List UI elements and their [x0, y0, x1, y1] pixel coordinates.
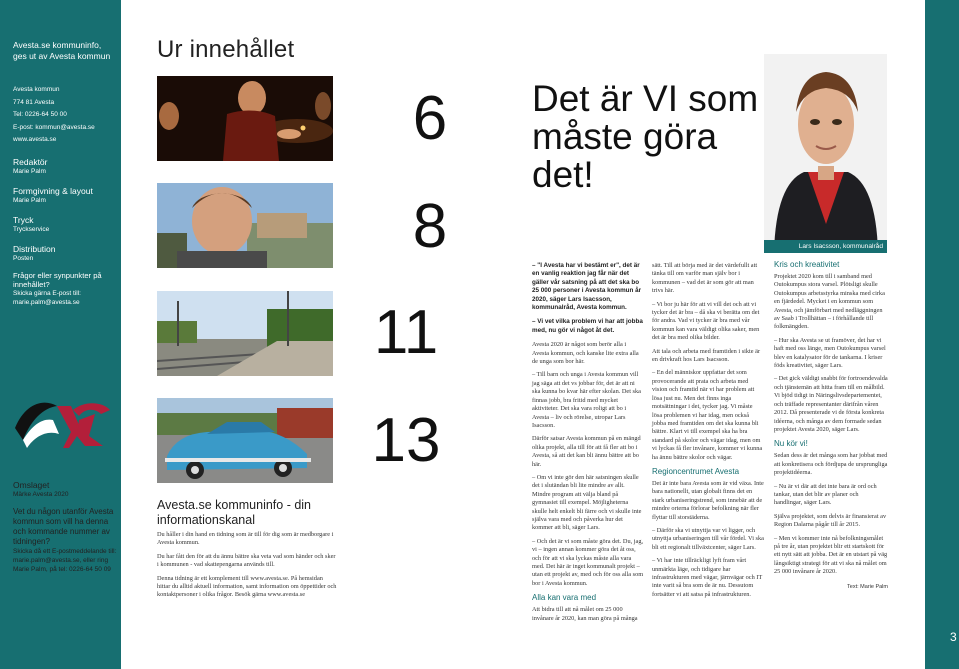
address-line: 774 81 Avesta	[13, 98, 55, 106]
caption-paragraph: Denna tidning är ett komplement till www.avesta.se. På hemsidan hittar du alltid aktuell information, samt information om öppettider och kontaktpersoner i olika frågor. Besök gärna www.avesta.se	[157, 574, 337, 599]
article-lead: – "I Avesta har vi bestämt er", det är en vanlig reaktion jag får när det gäller vår satsning på att det ska bo 25 000 personer i Avesta kommun år 2020, säger Lars Isacsson, kommunalråd, Avesta kommun.	[532, 262, 642, 312]
feedback-question: Frågor eller synpunkter på innehållet?	[13, 270, 102, 289]
article-paragraph: – Därför ska vi utnyttja var vi ligger, och utnyttja urbaniseringen till vår fördel. Vi ska bli ett regionalt tillväxtcenter, säger Lars.	[652, 526, 764, 551]
article-paragraph: – Vi bor ju här för att vi vill det och att vi tycker det är bra – då ska vi berätta om det för andra. Vad vi tycker är bra med vår kommun kan vara väldigt olika saker, men det är bra med olika bilder.	[652, 300, 760, 342]
cover-info	[13, 480, 117, 574]
article-column-1	[532, 262, 644, 628]
article-paragraph: – Om vi inte gör den här satsningen skulle det i slutändan bli lite mindre av allt. Mindre program att välja bland på gymnasiet till exempel. Möjligheterna skulle helt enkelt bli färre och vi skulle inte själva vara med och påverka hur det kommer att bli, säger Lars.	[532, 473, 642, 532]
address-line: Avesta kommun	[13, 86, 60, 93]
article-paragraph: Det är inte bara Avesta som är vid växa. Inte bara nationellt, utan globalt finns det en stark urbaniseringstrend, som innebär att de mindre orterna förlorar befolkning när fler flyttar till storstäderna.	[652, 479, 764, 521]
article-paragraph: – Vi har inte tillräckligt lyft fram vårt unmärkta läge, och tidigare har infrastrukturen med vägar, järnvägar och IT inte varit så bra som de är nu. Dessutom fortsätter vi att satsa på infrastrukturen.	[652, 557, 763, 598]
article-paragraph: – Det gick väldigt snabbt för fortroendevalda och tjänstemän att hitta fram till en målbild. Vi bjöd tidigt in Näringslivsdepartementet, och träffade representanter därifrån våren 2012. Då presenterade vi de första konkreta idéerna, och många av dem formade sedan projektet Avesta 2020, säger Lars.	[774, 375, 888, 433]
article-paragraph: – Till barn och unga i Avesta kommun vill jag säga att det vs jobbar för, det är att ni ska kunna bo kvar här efter skolan. Det ska finnas jobb, bra fritid med mycket aktiviteter. Det ska vara roligt att bo i Avesta – liv och rörelse, utropar Lars Isacsson.	[532, 371, 641, 429]
article-paragraph: Projektet 2020 kom till i samband med Outokumpus stora varsel. Plötsligt skulle Outokumpus arbetsstyrka minska med cirka en fjärdedel. Mycket i en kommun som Avesta, och jämförbart med nedläggningen av Saab i Trollhättan – i förhållande till folkmängden.	[774, 273, 885, 331]
article-headline: Det är VI som måste göra det!	[532, 78, 759, 195]
photo-candle-people	[157, 76, 333, 161]
article-subheading: Kris och kreativitet	[774, 260, 840, 269]
photo-classic-car	[157, 398, 333, 483]
feedback-answer: Skicka gärna E-post till: marie.palm@avesta.se	[13, 289, 81, 306]
cover-value: Märke Avesta 2020	[13, 491, 69, 498]
article-column-2	[652, 262, 764, 604]
caption-body	[157, 531, 337, 605]
portrait-lars-isacsson	[764, 54, 887, 252]
email-line: E-post: kommun@avesta.se	[13, 123, 95, 131]
credit-heading-distribution: Distribution	[13, 243, 56, 254]
article-subheading: Nu kör vi!	[774, 439, 808, 449]
article-paragraph: – Och det är vi som måste göra det. Du, jag, vi – ingen annan kommer göra det åt oss, och för att vi ska lyckas måste alla vara med. Det här är inget kommunalt projekt – utan ett projekt av, med och för oss alla som bor i Avesta kommun.	[532, 537, 644, 587]
article-subheading: Regioncentrumet Avesta	[652, 466, 740, 476]
article-paragraph: Sedan dess är det många som har jobbat med att konkretisera och fördjupa de ursprungliga projektidéerna.	[774, 452, 888, 477]
credit-value-layout: Marie Palm	[13, 196, 46, 204]
article-paragraph: – Men vi kommer inte nå befolkningsmålet på tre år, utan projektet blir ett startskott för ett nytt sätt att jobba. Det är en utstart på väg långsiktigt strategi för att vi ska nå målet om 25 000 invånare år 2020.	[774, 534, 888, 576]
website-line: www.avesta.se	[13, 136, 57, 143]
article-lead-quote: – Vi vet vilka problem vi har att jobba med, nu gör vi något åt det.	[532, 318, 643, 334]
avesta-2020-logo	[13, 400, 111, 450]
article-paragraph: Att bidra till att nå målet om 25 000 invånare år 2020, kan man göra på många	[532, 606, 638, 622]
subscribe-question: Vet du någon utanför Avesta kommun som vill ha denna och kommande nummer av tidningen?	[13, 507, 114, 546]
portrait-caption: Lars Isacsson, kommunalråd	[764, 240, 887, 253]
subscribe-answer: Skicka då ett E-postmeddelande till: marie.palm@avesta.se, eller ring Marie Palm, på tel: 0226-64 50 09	[13, 548, 117, 573]
page-ref-number: 6	[412, 84, 448, 153]
article-paragraph: Att tala och arbeta med framtiden i sikte är en drivkraft hos Lars Isacsson.	[652, 347, 761, 364]
article-paragraph: Därför satsar Avesta kommun på en mängd olika projekt, alla till för att få fler att bo i Avesta, så att det kan bli ännu bättre att bo här.	[532, 435, 641, 468]
article-paragraph: – En del människor uppfattar det som provocerande att prata och arbeta med vision och framtid när vi har problem att lösa just nu. Men det finns inga motsättningar i det, tycker jag. Vi måste lösa problemen vi har idag, men också jobba med framtiden om det ska kunna bli bättre. Klart vi till exempel ska ha bra standard på skolor och vägar idag, men om vi lyckas få fler invånare, kommer vi kunna ha ännu bättre skolor och vägar.	[652, 369, 763, 461]
contents-title: Ur innehållet	[157, 36, 295, 63]
photo-railway-station	[157, 291, 333, 376]
page-ref-number: 13	[371, 406, 441, 475]
publication-tagline: Avesta.se kommuninfo, ges ut av Avesta kommun	[13, 40, 111, 61]
credit-value-editor: Marie Palm	[13, 167, 46, 175]
page-ref-number: 8	[412, 192, 448, 261]
article-paragraph: Avesta 2020 är något som berör alla i Avesta kommun, och kanske lite extra alla de unga som bor här.	[532, 341, 639, 366]
address-block	[13, 84, 113, 147]
article-byline: Text: Marie Palm	[847, 583, 888, 590]
cover-heading: Omslaget	[13, 480, 50, 490]
caption-paragraph: Du håller i din hand en tidning som är till för dig som är medborgare i Avesta kommun.	[157, 531, 334, 547]
page-number: 3	[950, 630, 957, 644]
phone-line: Tel: 0226-64 50 00	[13, 111, 67, 118]
article-column-3	[774, 260, 888, 596]
credit-value-distribution: Posten	[13, 254, 34, 262]
caption-heading: Avesta.se kommuninfo - din informationskanal	[157, 498, 312, 527]
credit-value-print: Tryckservice	[13, 225, 50, 233]
credit-heading-editor: Redaktör	[13, 156, 48, 167]
photo-young-man	[157, 183, 333, 268]
caption-paragraph: Du har fått den för att du ännu bättre ska veta vad som händer och sker i kommunen - vad skattepengarna används till.	[157, 552, 336, 569]
article-paragraph: – Nu är vi där att det inte bara är ord och tankar, utan det blir av planer och handlingar, säger Lars.	[774, 482, 877, 507]
credit-heading-layout: Formgivning & layout	[13, 185, 93, 196]
page-ref-number: 11	[373, 298, 439, 367]
article-paragraph: – Hur ska Avesta se ut framöver, det har vi haft med oss länge, men Outokumpus varsel blev en katalysator för de tankarna. I kriser föds kreativitet, säger Lars.	[774, 336, 886, 370]
right-color-bar	[925, 0, 959, 669]
article-paragraph: sätt. Till att börja med är det värdefullt att tänka till om varför man själv bor i kommunen – vad det är som gör att man trivs här.	[652, 262, 758, 295]
credit-heading-print: Tryck	[13, 214, 34, 225]
article-subheading: Alla kan vara med	[532, 593, 597, 603]
article-paragraph: Själva projektet, som delvis är finansierat av Region Dalarna pågår till år 2015.	[774, 512, 887, 529]
